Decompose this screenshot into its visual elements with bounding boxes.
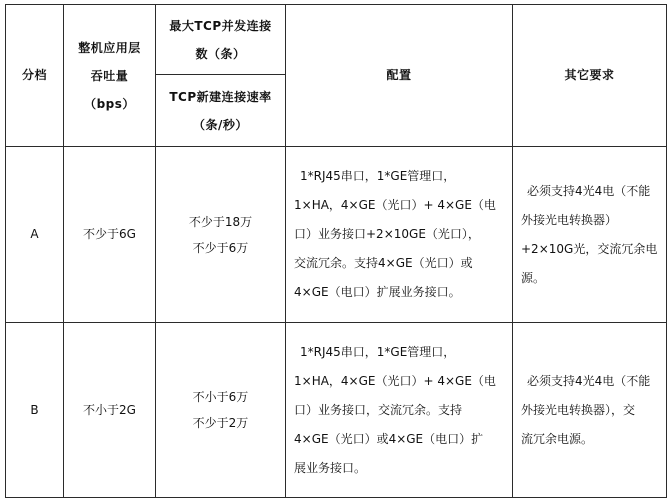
header-max-tcp-line: 最大TCP并发连接	[169, 18, 272, 33]
header-throughput-line: 整机应用层	[78, 40, 141, 55]
other-cell	[513, 323, 667, 498]
header-other: 其它要求	[513, 5, 667, 147]
tcp-value: 不少于6万	[192, 240, 249, 255]
header-max-tcp	[156, 5, 286, 75]
grade-cell: A	[6, 147, 64, 323]
tcp-value: 不少于18万	[188, 214, 253, 229]
header-throughput-line: 吞吐量	[90, 68, 129, 83]
config-line: 交流冗余。支持4×GE（光口）或	[294, 256, 473, 270]
config-line: 1×HA，4×GE（光口）+ 4×GE（电	[294, 373, 496, 388]
config-line: 1*RJ45串口，1*GE管理口，	[300, 169, 456, 183]
other-line: 必须支持4光4电（不能	[527, 183, 651, 198]
config-line: 展业务接口。	[294, 460, 367, 475]
header-new-tcp-line: （条/秒）	[193, 117, 248, 132]
other-line: 源。	[521, 270, 546, 285]
header-config: 配置	[286, 5, 513, 147]
config-line: 4×GE（电口）扩展业务接口。	[294, 285, 461, 299]
tcp-value: 不少于2万	[192, 416, 249, 430]
config-cell	[286, 323, 513, 498]
header-max-tcp-line: 数（条）	[195, 46, 246, 61]
config-line: 4×GE（光口）或4×GE（电口）扩	[294, 431, 484, 446]
tcp-cell	[156, 147, 286, 323]
config-line: 口）业务接口，交流冗余。支持	[294, 402, 463, 417]
spec-table	[5, 4, 667, 498]
header-grade: 分档	[6, 5, 64, 147]
header-new-tcp	[156, 75, 286, 147]
other-line: 外接光电转换器），交	[521, 402, 636, 417]
header-new-tcp-line: TCP新建连接速率	[169, 89, 272, 104]
tcp-value: 不小于6万	[192, 390, 249, 404]
throughput-cell: 不小于2G	[64, 323, 156, 498]
other-line: 外接光电转换器）	[521, 212, 618, 227]
grade-cell: B	[6, 323, 64, 498]
other-line: 必须支持4光4电（不能	[527, 373, 651, 388]
other-cell	[513, 147, 667, 323]
config-cell	[286, 147, 513, 323]
other-line: +2×10G光，交流冗余电	[521, 241, 658, 256]
other-line: 流冗余电源。	[521, 431, 594, 446]
header-throughput	[64, 5, 156, 147]
throughput-cell: 不少于6G	[64, 147, 156, 323]
config-line: 1*RJ45串口，1*GE管理口，	[300, 344, 456, 359]
tcp-cell	[156, 323, 286, 498]
table-row	[6, 323, 667, 498]
header-throughput-line: （bps）	[84, 96, 135, 111]
config-line: 口）业务接口+2×10GE（光口），	[294, 227, 480, 241]
config-line: 1×HA，4×GE（光口）+ 4×GE（电	[294, 198, 496, 212]
table-row	[6, 147, 667, 323]
